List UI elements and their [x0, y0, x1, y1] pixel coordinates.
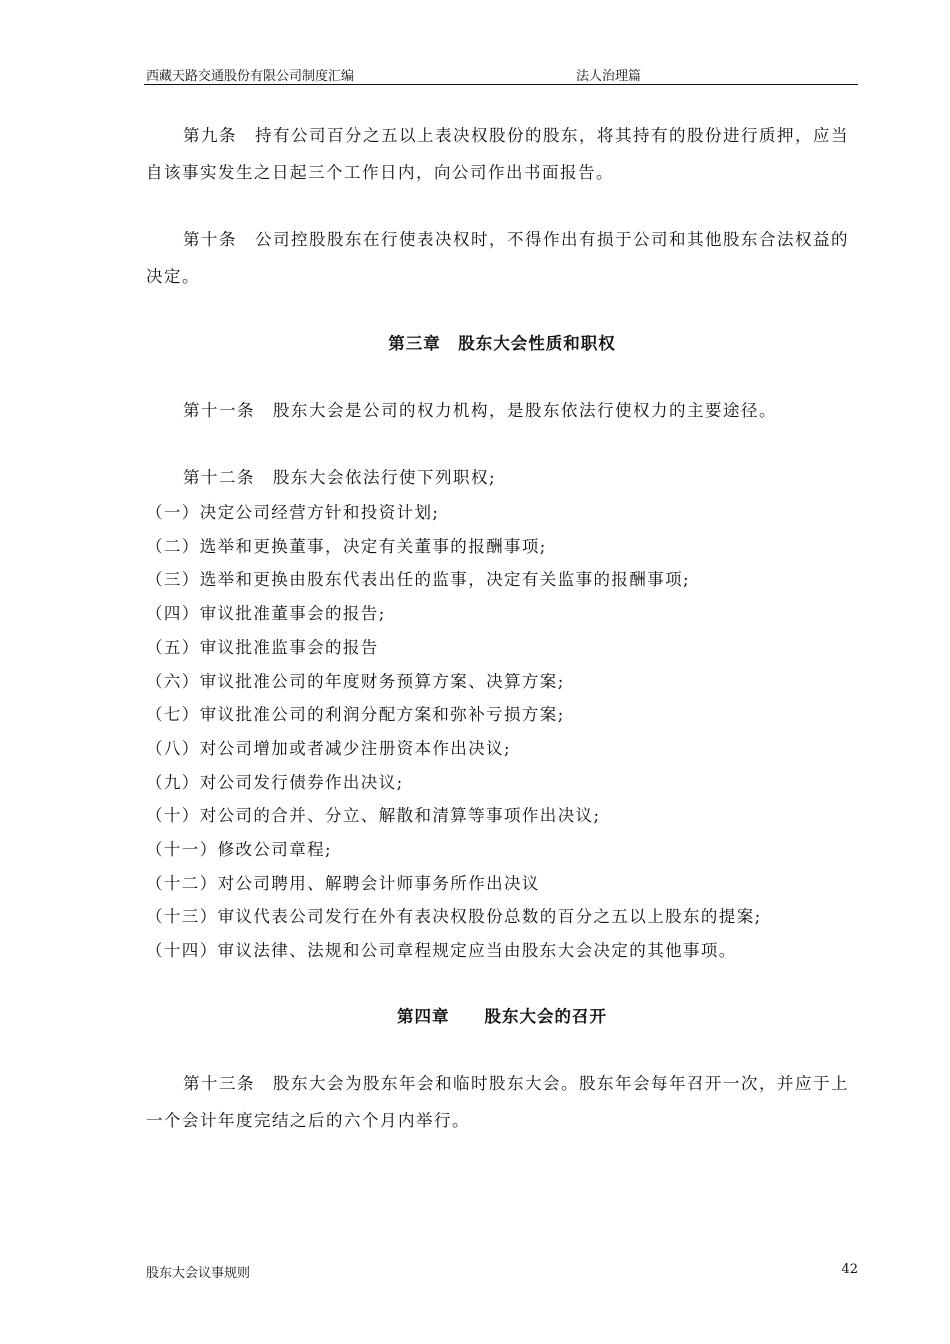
list-item: （二）选举和更换董事，决定有关董事的报酬事项;: [146, 536, 547, 556]
article-12-items: [146, 496, 858, 968]
page-number: 42: [841, 1262, 858, 1277]
article-13: 第十三条 股东大会为股东年会和临时股东大会。股东年会每年召开一次，并应于上一个会计年度完结之后的六个月内举行。: [146, 1073, 849, 1130]
article-9: 第九条 持有公司百分之五以上表决权股份的股东，将其持有的股份进行质押，应当自该事实发生之日起三个工作日内，向公司作出书面报告。: [146, 126, 849, 182]
footer-doc-title: 股东大会议事规则: [146, 1266, 251, 1281]
list-item: （十一）修改公司章程;: [146, 840, 332, 860]
list-item: （十四）审议法律、法规和公司章程规定应当由股东大会决定的其他事项。: [146, 941, 737, 961]
list-item: （五）审议批准监事会的报告: [146, 637, 379, 657]
list-item: （十）对公司的合并、分立、解散和清算等事项作出决议;: [146, 806, 601, 826]
chapter-4-title: 第四章 股东大会的召开: [397, 1006, 607, 1026]
list-item: （七）审议批准公司的利润分配方案和弥补亏损方案;: [146, 705, 565, 725]
list-item: （十三）审议代表公司发行在外有表决权股份总数的百分之五以上股东的提案;: [146, 907, 762, 927]
list-item: （九）对公司发行债券作出决议;: [146, 772, 404, 792]
header-rule: [144, 84, 858, 85]
list-item: （八）对公司增加或者减少注册资本作出决议;: [146, 738, 511, 758]
chapter-3-title: 第三章 股东大会性质和职权: [388, 334, 616, 353]
header-section: 法人治理篇: [576, 69, 642, 84]
list-item: （四）审议批准董事会的报告;: [146, 604, 386, 624]
document-body: [146, 117, 858, 1139]
list-item: （三）选举和更换由股东代表出任的监事，决定有关监事的报酬事项;: [146, 570, 690, 590]
article-10: 第十条 公司控股股东在行使表决权时，不得作出有损于公司和其他股东合法权益的决定。: [146, 230, 849, 286]
list-item: （六）审议批准公司的年度财务预算方案、决算方案;: [146, 671, 565, 691]
list-item: （一）决定公司经营方针和投资计划;: [146, 503, 440, 522]
header-company: 西藏天路交通股份有限公司制度汇编: [146, 69, 355, 84]
list-item: （十二）对公司聘用、解聘会计师事务所作出决议: [146, 873, 540, 893]
article-11: 第十一条 股东大会是公司的权力机构，是股东依法行使权力的主要途径。: [183, 401, 777, 420]
article-12: 第十二条 股东大会依法行使下列职权;: [183, 468, 497, 487]
